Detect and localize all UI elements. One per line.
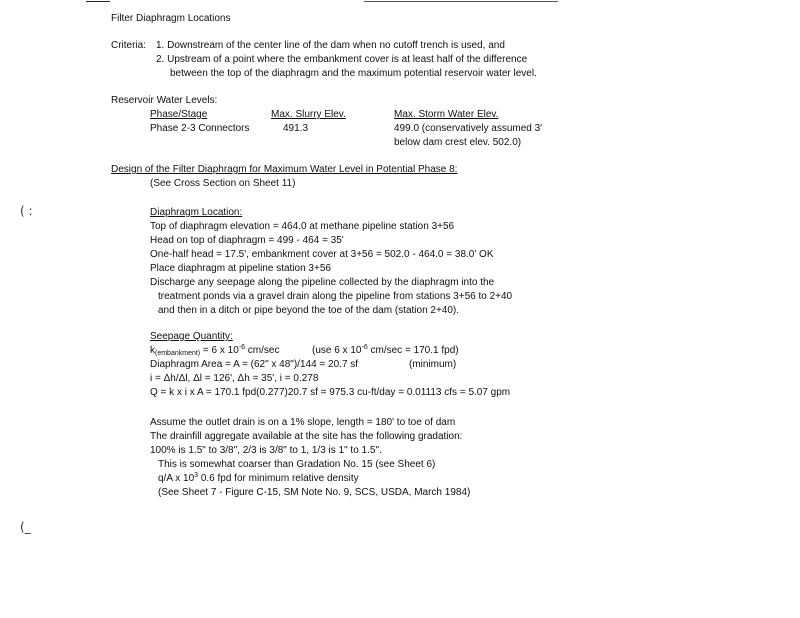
location-line-3: One-half head = 17.5', embankment cover at 3+56 = 502.0 - 464.0 = 38.0' OK [150,249,494,260]
k-subscript: (embankment) [155,350,201,357]
row-storm: 499.0 (conservatively assumed 3' [394,123,543,134]
location-line-7: and then in a ditch or pipe beyond the toe of the dam (station 2+40). [158,305,460,316]
seepage-k-line [150,345,279,358]
location-line-1: Top of diaphragm elevation = 464.0 at methane pipeline station 3+56 [150,221,455,232]
k-value-pre: = 6 x 10 [200,345,239,356]
k-use-pre: (use 6 x 10 [312,345,362,356]
k-use-post: cm/sec = 170.1 fpd) [367,345,459,356]
row-phase: Phase 2-3 Connectors [150,123,250,134]
page-title: Filter Diaphragm Locations [111,13,231,24]
k-use-exponent: -6 [361,344,368,351]
location-line-2: Head on top of diaphragm = 499 - 464 = 35' [150,235,344,246]
seepage-area-note: (minimum) [409,359,457,370]
criteria-item-2-cont: between the top of the diaphragm and the maximum potential reservoir water level. [170,68,537,79]
ka-pre: q/A x 10 [158,473,195,484]
column-header-storm: Max. Storm Water Elev. [394,109,499,120]
seepage-area: Diaphragm Area = A = (62" x 48")/144 = 20.7 sf [150,359,359,370]
drain-line-4: This is somewhat coarser than Gradation No. 15 (see Sheet 6) [158,459,436,470]
row-slurry: 491.3 [283,123,309,134]
ka-exponent: 3 [194,472,199,479]
drain-line-5 [158,473,359,486]
k-value-post: cm/sec [245,345,280,356]
location-line-4: Place diaphragm at pipeline station 3+56 [150,263,331,274]
criteria-item-2: 2. Upstream of a point where the embankment cover is at least half of the difference [156,54,528,65]
column-header-slurry: Max. Slurry Elev. [271,109,346,120]
row-storm-cont: below dam crest elev. 502.0) [394,137,522,148]
criteria-item-1: 1. Downstream of the center line of the dam when no cutoff trench is used, and [156,40,505,51]
seepage-heading: Seepage Quantity: [150,331,233,342]
margin-punch-mark-icon: (_ [20,520,31,534]
k-value-exponent: -6 [238,344,246,351]
seepage-k-use [312,345,459,358]
drain-line-2: The drainfill aggregate available at the site has the following gradation: [150,431,463,442]
reservoir-heading: Reservoir Water Levels: [111,95,218,106]
drain-line-6: (See Sheet 7 - Figure C-15, SM Note No. 9, SCS, USDA, March 1984) [158,487,471,498]
seepage-gradient: i = Δh/Δl, Δl = 126', Δh = 35', i = 0.278 [150,373,319,384]
k-symbol: k [150,345,155,356]
location-line-6: treatment ponds via a gravel drain along the pipeline from stations 3+56 to 2+40 [158,291,513,302]
header-rule-right [364,1,558,2]
margin-punch-mark-icon: ( : [20,204,33,218]
column-header-phase: Phase/Stage [150,109,208,120]
header-rule-left [86,1,110,2]
drain-line-3: 100% is 1.5" to 3/8", 2/3 is 3/8" to 1, 1/3 is 1" to 1.5". [150,445,382,456]
location-line-5: Discharge any seepage along the pipeline collected by the diaphragm into the [150,277,495,288]
criteria-label: Criteria: [111,40,147,51]
ka-post: 0.6 fpd for minimum relative density [198,473,359,484]
design-heading: Design of the Filter Diaphragm for Maximum Water Level in Potential Phase 8: [111,164,458,175]
drain-line-1: Assume the outlet drain is on a 1% slope, length = 180' to toe of dam [150,417,456,428]
location-heading: Diaphragm Location: [150,207,243,218]
seepage-flow: Q = k x i x A = 170.1 fpd(0.277)20.7 sf = 975.3 cu-ft/day = 0.01113 cfs = 5.07 gpm [150,387,511,398]
design-see-section: (See Cross Section on Sheet 11) [150,178,296,189]
